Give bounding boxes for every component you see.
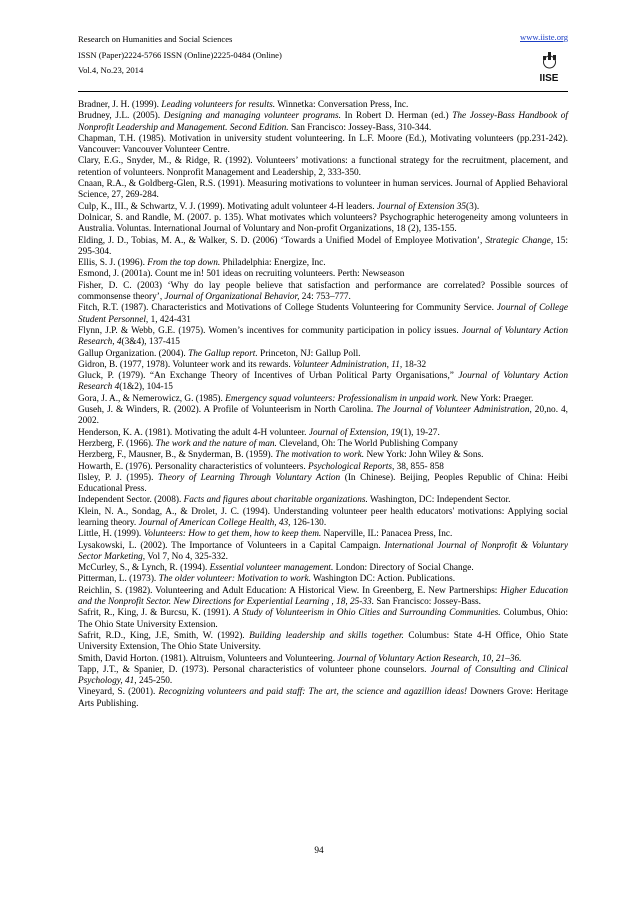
reference-title-italic: The Journal of Volunteer Administration	[376, 405, 530, 416]
reference-text: Chapman, T.H. (1985). Motivation in university student volunteering. In L.F. Moore (Ed.), Motivating volunteers (pp.231-242). Vancouver: Vancouver Volunteer Centre.	[78, 133, 568, 156]
reference-text: , 15: 295-304.	[78, 235, 569, 257]
reference-title-italic: Higher Education and the Nonprofit Sector. New Directions for Experiential Learning , 18, 25-33.	[78, 585, 568, 608]
reference-text: Vineyard, S. (2001).	[78, 687, 159, 698]
reference-text: Flynn, J.P. & Webb, G.E. (1975). Women’s incentives for community participation in policy issues.	[78, 325, 462, 336]
reference-title-italic: The motivation to work.	[275, 450, 365, 461]
reference-ellis	[78, 258, 568, 269]
reference-howarth	[78, 462, 568, 473]
reference-text: Columbus, Ohio: The Ohio State University Extension.	[78, 608, 568, 630]
reference-text: (In Chinese). Beijing, Peoples Republic of China: Heibi Educational Press.	[78, 472, 568, 495]
reference-title-italic: Strategic Change	[485, 235, 551, 246]
reference-title-italic: Building leadership and skills together.	[249, 630, 404, 641]
reference-fitch	[78, 303, 568, 326]
reference-text: Safrit, R.D., King, J.E, Smith, W. (1992).	[78, 630, 250, 641]
reference-text: Brudney, J.L. (2005).	[78, 111, 164, 122]
reference-text: Guseh, J. & Winders, R. (2002). A Profile of Volunteerism in North Carolina.	[78, 405, 377, 416]
reference-text: Klein, N. A., Sondag, A., & Drolet, J. C. (1994). Understanding volunteer peer health educators' motivations: Applying social learning theory.	[78, 506, 568, 528]
reference-text: Howarth, E. (1976). Personality characteristics of volunteers.	[78, 461, 309, 472]
reference-text: Gora, J. A., & Nemerowicz, G. (1985).	[78, 393, 226, 404]
reference-text: McCurley, S., & Lynch, R. (1994).	[78, 563, 210, 574]
reference-text: 18-32	[402, 359, 427, 370]
journal-name: Research on Humanities and Social Sciences	[78, 34, 233, 44]
reference-text: Winnetka: Conversation Press, Inc.	[275, 100, 409, 110]
header-rule	[78, 91, 568, 92]
reference-text: Tapp, J.T., & Spanier, D. (1973). Personal characteristics of volunteer phone counselors.	[78, 664, 431, 675]
reference-title-italic: Journal of Consulting and Clinical Psychology, 41	[78, 664, 568, 687]
reference-title-italic: Emergency squad volunteers: Professionalism in unpaid work.	[225, 393, 459, 404]
reference-chapman	[78, 134, 568, 157]
reference-title-italic: Journal of Voluntary Action Research, 4	[78, 325, 568, 348]
reference-pitterman	[78, 574, 568, 585]
reference-text: Gallup Organization. (2004).	[78, 348, 189, 359]
reference-text: New York: John Wiley & Sons.	[364, 450, 484, 461]
iiste-logo-icon	[528, 50, 570, 84]
reference-text: Smith, David Horton. (1981). Altruism, Volunteers and Volunteering.	[78, 653, 338, 664]
reference-text: Independent Sector. (2008).	[78, 495, 184, 506]
reference-klein	[78, 507, 568, 530]
reference-title-italic: Facts and figures about charitable organizations.	[183, 495, 368, 506]
reference-text: Dolnicar, S. and Randle, M. (2007. p. 135). What motivates which volunteers? Psychographic heterogeneity among volunteers in Australia. Voluntas. International Journal of Voluntary and Non-profit Organizations, 18 (2), 135-155.	[78, 212, 568, 235]
reference-text: San Francisco: Jossey-Bass, 310-344.	[288, 122, 432, 133]
reference-text: New York: Praeger.	[458, 393, 534, 404]
reference-title-italic: Journal of College Student Personnel	[78, 303, 569, 325]
reference-title-italic: Journal of Organizational Behavior,	[164, 292, 300, 303]
reference-title-italic: A Study of Volunteerism in Ohio Cities and Surrounding Communities.	[233, 608, 501, 619]
reference-text: Downers Grove: Heritage Arts Publishing.	[78, 687, 568, 709]
reference-text: Ilsley, P. J. (1995).	[78, 472, 158, 483]
reference-text: Fitch, R.T. (1987). Characteristics and Motivations of College Students Volunteering for Community Service.	[78, 303, 497, 314]
reference-text: Reichlin, S. (1982). Volunteering and Adult Education: A Historical View. In Greenberg, E. New Partnerships:	[78, 585, 501, 596]
reference-text: 126-130.	[290, 517, 327, 528]
reference-lysakowski	[78, 541, 568, 564]
reference-text: Washington DC: Action. Publications.	[310, 574, 456, 585]
reference-text: Little, H. (1999).	[78, 529, 144, 540]
reference-title-italic: International Journal of Nonprofit & Voluntary Sector Marketing,	[78, 540, 568, 562]
reference-little	[78, 529, 568, 540]
reference-list	[78, 100, 568, 710]
reference-gallup	[78, 349, 568, 360]
reference-text: Herzberg, F., Mausner, B., & Snyderman, B. (1959).	[78, 450, 276, 461]
volume-line: Vol.4, No.23, 2014	[78, 65, 144, 75]
running-header	[78, 32, 568, 79]
reference-text: Lysakowski, L. (2002). The Importance of Volunteers in a Capital Campaign.	[78, 540, 385, 551]
reference-tapp	[78, 665, 568, 688]
reference-title-italic: Journal of Extension 35	[376, 201, 467, 212]
reference-text: 38, 855- 858	[394, 461, 444, 472]
reference-title-italic: The older volunteer: Motivation to work.	[158, 574, 311, 585]
reference-title-italic: The Jossey-Bass Handbook of Nonprofit Leadership and Management. Second Edition.	[78, 111, 568, 133]
reference-title-italic: Essential volunteer management.	[209, 563, 334, 574]
reference-clary	[78, 156, 568, 179]
reference-text: Culp, K., III., & Schwartz, V. J. (1999). Motivating adult volunteer 4-H leaders.	[78, 201, 377, 212]
reference-elding	[78, 236, 568, 259]
reference-indsector	[78, 495, 568, 506]
reference-esmond	[78, 269, 568, 280]
issn-line: ISSN (Paper)2224-5766 ISSN (Online)2225-0484 (Online)	[78, 49, 282, 60]
reference-text: Cnaan, R.A., & Goldberg-Glen, R.S. (1991). Measuring motivations to volunteer in human services. Journal of Applied Behavioral Science, 27, 269-284.	[78, 179, 568, 201]
reference-text: 24: 753–777.	[299, 292, 351, 303]
reference-title-italic: The Gallup report.	[188, 348, 258, 359]
journal-url-link[interactable]: www.iiste.org	[520, 32, 568, 42]
reference-herzberg2	[78, 450, 568, 461]
reference-bradner	[78, 100, 568, 111]
reference-title-italic: Designing and managing volunteer programs.	[163, 111, 341, 122]
reference-brudney	[78, 111, 568, 134]
reference-fisher	[78, 281, 568, 304]
reference-title-italic: Journal of Extension, 19	[308, 427, 401, 438]
reference-text: Pitterman, L. (1973).	[78, 574, 159, 585]
reference-text: , 20,no. 4, 2002.	[78, 405, 568, 427]
reference-text: Columbus: State 4-H Office, Ohio State University Extension, The Ohio State University.	[78, 630, 568, 653]
reference-text: Safrit, R., King, J. & Burcsu, K. (1991).	[78, 608, 234, 619]
reference-flynn	[78, 326, 568, 349]
reference-text: Herzberg, F. (1966).	[78, 438, 156, 449]
reference-ilsley	[78, 473, 568, 496]
reference-text: Naperville, IL: Panacea Press, Inc.	[321, 529, 453, 540]
reference-title-italic: Recognizing volunteers and paid staff: The art, the science and agazillion ideas!	[158, 687, 468, 698]
reference-dolnicar	[78, 213, 568, 236]
reference-text: (3&4), 137-415	[121, 337, 180, 348]
reference-text: Fisher, D. C. (2003) ‘Why do lay people believe that satisfaction and performance are correlated? Possible sources of commonsense theory’,	[78, 280, 568, 303]
reference-title-italic: Journal of American College Health, 43,	[138, 517, 291, 528]
reference-title-italic: Volunteer Administration, 11,	[293, 359, 403, 370]
reference-text: Washington, DC: Independent Sector.	[367, 495, 511, 506]
reference-gora	[78, 394, 568, 405]
reference-text: Elding, J. D., Tobias, M. A., & Walker, S. D. (2006) ‘Towards a Unified Model of Employee Motivation’,	[78, 235, 486, 246]
reference-text: (1), 19-27.	[400, 427, 440, 438]
reference-text: (3).	[466, 201, 480, 212]
reference-text: Vol 7, No 4, 325-332.	[145, 551, 228, 562]
reference-text: Henderson, K. A. (1981). Motivating the adult 4-H volunteer.	[78, 427, 309, 438]
reference-text: , 245-250.	[134, 676, 173, 687]
reference-text: Clary, E.G., Snyder, M., & Ridge, R. (1992). Volunteers’ motivations: a functional strategy for the recruitment, placement, and retention of volunteers. Nonprofit Management and Leadership, 2, 333-350.	[78, 156, 568, 178]
reference-text: Philadelphia: Energize, Inc.	[220, 258, 326, 269]
reference-text: (1&2), 104-15	[119, 382, 173, 393]
reference-title-italic: Journal of Voluntary Action Research 4	[78, 371, 568, 393]
reference-text: , 1, 424-431	[145, 314, 191, 325]
page-number: 94	[314, 846, 324, 856]
reference-mccurley	[78, 563, 568, 574]
reference-herzberg1	[78, 439, 568, 450]
reference-text: Cleveland, Oh: The World Publishing Company	[276, 438, 458, 449]
reference-text: San Francisco: Jossey-Bass.	[374, 597, 481, 608]
reference-text: Ellis, S. J. (1996).	[78, 258, 148, 269]
reference-safrit1	[78, 608, 568, 631]
reference-text: In Robert D. Herman (ed.)	[340, 111, 453, 122]
svg-text:IISE: IISE	[539, 73, 559, 84]
reference-gluck	[78, 371, 568, 394]
reference-cnaan	[78, 179, 568, 202]
reference-title-italic: Theory of Learning Through Voluntary Action	[157, 472, 341, 483]
reference-title-italic: Volunteers: How to get them, how to keep them.	[143, 529, 322, 540]
reference-text: Bradner, J. H. (1999).	[78, 100, 162, 110]
reference-text: Gidron, B. (1977, 1978). Volunteer work and its rewards.	[78, 359, 294, 370]
reference-henderson	[78, 428, 568, 439]
reference-reichlin	[78, 586, 568, 609]
reference-title-italic: Psychological Reports,	[308, 461, 395, 472]
reference-culp	[78, 202, 568, 213]
reference-title-italic: The work and the nature of man.	[155, 438, 277, 449]
reference-text: Gluck, P. (1979). “An Exchange Theory of Incentives of Urban Political Party Organisations,”	[78, 371, 459, 382]
reference-text: Princeton, NJ: Gallup Poll.	[257, 348, 361, 359]
reference-gidron	[78, 360, 568, 371]
reference-guseh	[78, 405, 568, 428]
reference-text: Esmond, J. (2001a). Count me in! 501 ideas on recruiting volunteers. Perth: Newseason	[78, 269, 405, 280]
reference-title-italic: Leading volunteers for results.	[161, 100, 276, 110]
reference-vineyard	[78, 687, 568, 710]
reference-text: London: Directory of Social Change.	[333, 563, 474, 574]
reference-title-italic: Journal of Voluntary Action Research, 10, 21–36.	[337, 653, 522, 664]
reference-safrit2	[78, 631, 568, 654]
reference-title-italic: From the top down.	[147, 258, 221, 269]
reference-smith	[78, 654, 568, 665]
